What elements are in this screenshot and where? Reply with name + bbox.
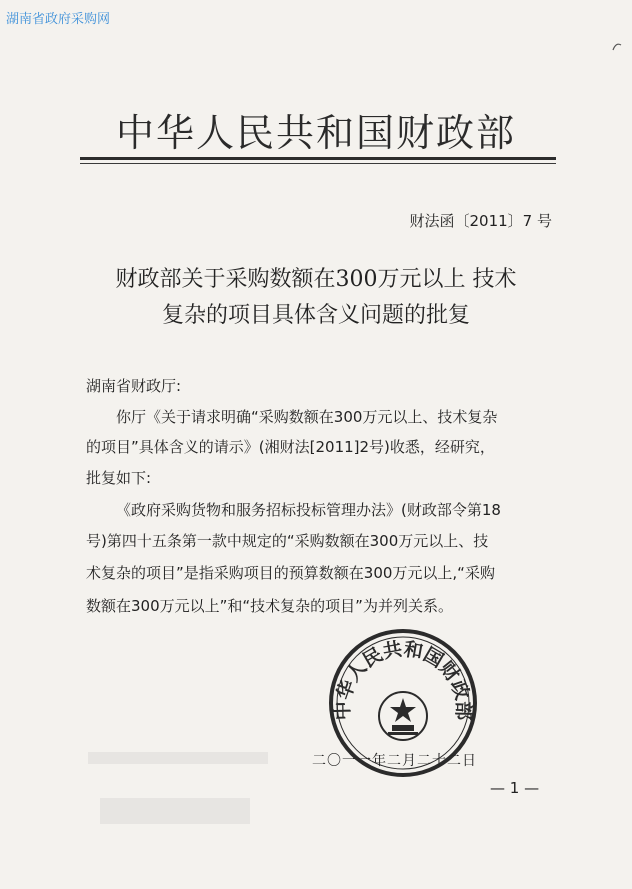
addressee: 湖南省财政厅:	[86, 377, 182, 395]
document-number: 财法函〔2011〕7 号	[409, 212, 552, 230]
subject-line-2: 复杂的项目具体含义问题的批复	[161, 303, 470, 328]
watermark-text: 湖南省政府采购网	[6, 12, 111, 27]
paragraph-2-line-3: 术复杂的项目”是指采购项目的预算数额在300万元以上,“采购	[86, 564, 495, 582]
corner-mark-icon	[610, 40, 624, 54]
national-emblem-icon	[379, 692, 427, 740]
paragraph-2-line-2: 号)第四十五条第一款中规定的“采购数额在300万元以上、技	[86, 532, 489, 550]
scan-smudge	[100, 798, 250, 824]
paragraph-2-line-1: 《政府采购货物和服务招标投标管理办法》(财政部令第18	[116, 501, 501, 519]
paragraph-1-line-1: 你厅《关于请求明确“采购数额在300万元以上、技术复杂	[116, 408, 498, 426]
paragraph-2-line-4: 数额在300万元以上”和“技术复杂的项目”为并列关系。	[86, 597, 453, 615]
issue-date: 二〇一一年二月二十二日	[312, 753, 477, 769]
paragraph-1-line-2: 的项目”具体含义的请示》(湘财法[2011]2号)收悉，经研究，	[86, 438, 495, 456]
letterhead-rule-thin	[80, 163, 556, 164]
seal-text: 中华人民共和国财政部	[331, 638, 475, 721]
scan-smudge	[88, 752, 268, 764]
page-number: — 1 —	[490, 779, 540, 797]
letterhead-title: 中华人民共和国财政部	[115, 111, 516, 155]
subject-line-1: 财政部关于采购数额在300万元以上 技术	[115, 267, 517, 292]
letterhead-rule-thick	[80, 157, 556, 160]
paragraph-1-line-3: 批复如下:	[86, 469, 152, 487]
